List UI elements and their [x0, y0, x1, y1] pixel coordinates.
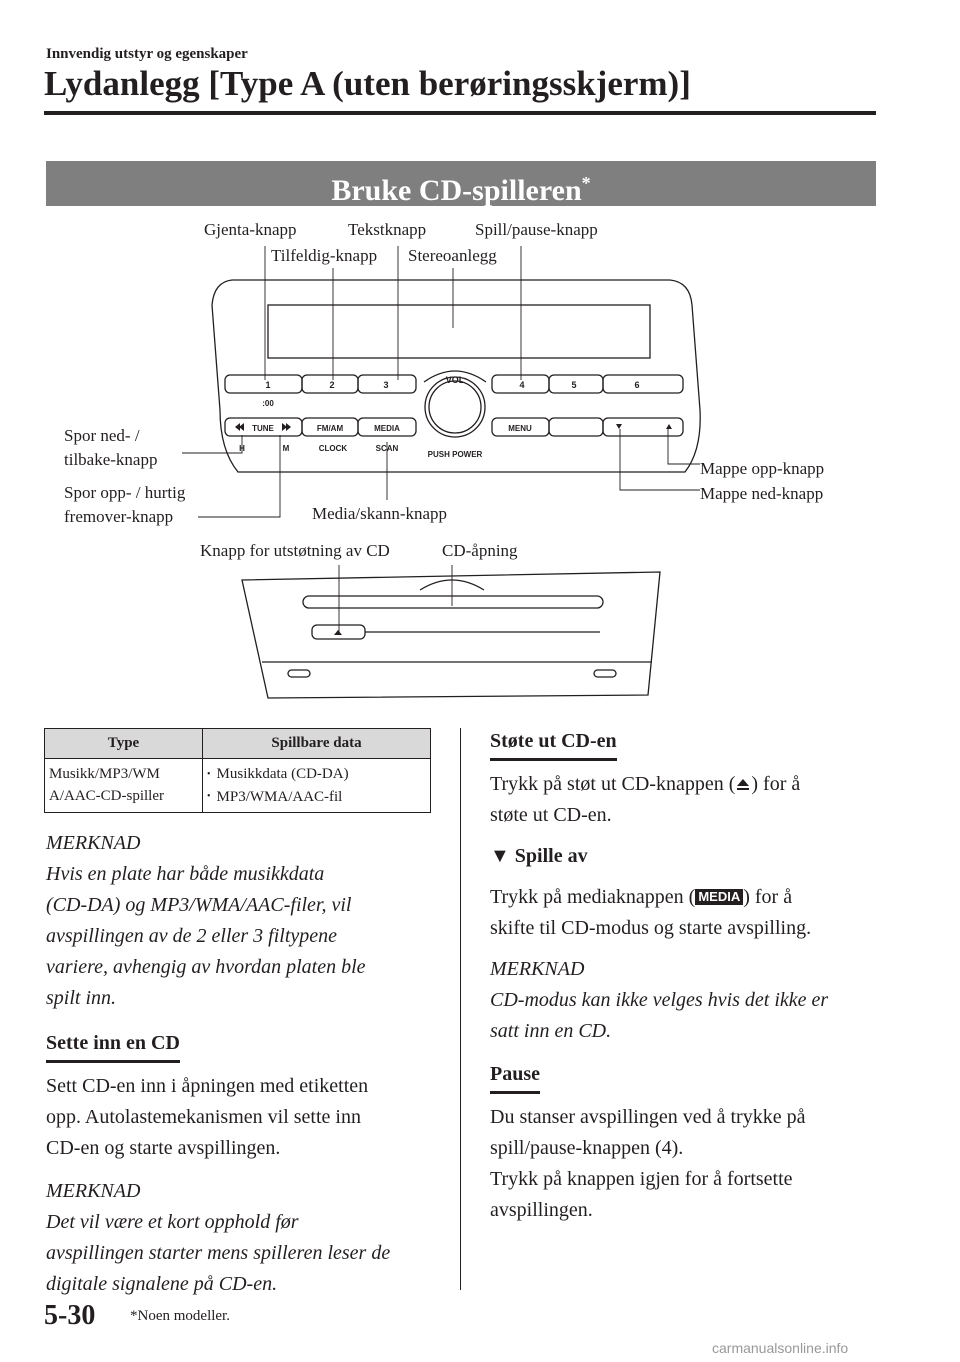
right-column — [490, 726, 910, 1226]
down-triangle-icon: ▼ — [490, 845, 510, 867]
table-header-row — [45, 729, 431, 759]
type-line: Musikk/MP3/WM — [49, 766, 160, 782]
page-title: Lydanlegg [Type A (uten berøringsskjerm)] — [44, 64, 691, 103]
type-line: A/AAC-CD-spiller — [49, 788, 164, 804]
callout-repeat: Gjenta-knapp — [204, 220, 297, 239]
note-line: spilt inn. — [46, 987, 117, 1009]
body-line: Du stanser avspillingen ved å trykke på — [490, 1106, 806, 1128]
eject-symbol-icon — [735, 776, 751, 792]
callout-play-pause: Spill/pause-knapp — [475, 220, 598, 239]
body-line: CD-en og starte avspillingen. — [46, 1137, 281, 1159]
table-cell-type — [45, 759, 203, 813]
list-item: • Musikkdata (CD-DA) — [207, 763, 426, 786]
preset-2-label: 2 — [329, 380, 335, 390]
note-heading: MERKNAD — [490, 958, 585, 980]
eject-heading: Støte ut CD-en — [490, 726, 617, 761]
breadcrumb: Innvendig utstyr og egenskaper — [46, 46, 248, 62]
note-heading: MERKNAD — [46, 832, 141, 854]
callout-text: Tekstknapp — [348, 220, 427, 239]
body-line — [490, 882, 910, 913]
note-line: variere, avhengig av hvordan platen ble — [46, 956, 366, 978]
callout-folder-down: Mappe ned-knapp — [700, 484, 824, 503]
callout-eject-button: Knapp for utstøtning av CD — [200, 541, 390, 560]
note-line: Hvis en plate har både musikkdata — [46, 863, 325, 885]
audio-unit-figure — [0, 210, 960, 720]
callout-folder-up: Mappe opp-knapp — [700, 459, 825, 478]
m-label: M — [282, 444, 290, 453]
preset-4-label: 4 — [519, 380, 525, 390]
media-button-icon: MEDIA — [695, 889, 743, 905]
tune-label: TUNE — [252, 424, 274, 433]
table-row — [45, 759, 431, 813]
playable-data-table — [44, 728, 431, 813]
callout-track-down-1: Spor ned- / — [64, 426, 140, 445]
note-line: avspillingen av de 2 eller 3 filtypene — [46, 925, 338, 947]
note-line: Det vil være et kort opphold før — [46, 1211, 299, 1233]
note-line: satt inn en CD. — [490, 1020, 612, 1042]
callout-random: Tilfeldig-knapp — [271, 246, 378, 265]
vol-label: VOL — [445, 375, 465, 385]
section-banner — [46, 161, 876, 206]
table-header: Type — [45, 729, 203, 759]
body-line: skifte til CD-modus og starte avspilling. — [490, 917, 812, 939]
callout-track-down-2: tilbake-knapp — [64, 450, 158, 469]
banner-title: Bruke CD-spilleren — [331, 174, 582, 207]
scan-label: SCAN — [375, 444, 399, 453]
h-label: H — [239, 444, 245, 453]
callout-cd-slot: CD-åpning — [442, 541, 518, 560]
media-label: MEDIA — [374, 424, 400, 433]
menu-label: MENU — [508, 424, 532, 433]
left-column — [46, 828, 446, 1300]
clock-label: CLOCK — [318, 444, 348, 453]
note-line: (CD-DA) og MP3/WMA/AAC-filer, vil — [46, 894, 352, 916]
clock-hint-label: :00 — [262, 399, 274, 408]
callout-track-up-2: fremover-knapp — [64, 507, 174, 526]
body-line: avspillingen. — [490, 1199, 593, 1221]
column-divider — [460, 728, 461, 1290]
note-line: avspillingen starter mens spilleren leser de — [46, 1242, 391, 1264]
title-rule — [44, 111, 876, 115]
folder-down-icon — [616, 424, 622, 429]
callout-track-up-1: Spor opp- / hurtig — [64, 483, 186, 502]
pause-heading: Pause — [490, 1059, 540, 1094]
note-heading: MERKNAD — [46, 1180, 141, 1202]
table-header: Spillbare data — [203, 729, 431, 759]
preset-6-label: 6 — [634, 380, 640, 390]
note-line: CD-modus kan ikke velges hvis det ikke er — [490, 989, 829, 1011]
callout-stereo: Stereoanlegg — [408, 246, 497, 265]
note-line: digitale signalene på CD-en. — [46, 1273, 278, 1295]
footnote: *Noen modeller. — [130, 1308, 230, 1324]
preset-3-label: 3 — [383, 380, 389, 390]
body-line: opp. Autolastemekanismen vil sette inn — [46, 1106, 361, 1128]
eject-icon — [334, 630, 342, 635]
banner-asterisk: * — [581, 173, 591, 193]
page-number: 5-30 — [44, 1300, 96, 1331]
body-line — [490, 769, 910, 800]
insert-heading: Sette inn en CD — [46, 1028, 180, 1063]
tune-down-icon — [235, 423, 244, 431]
preset-5-label: 5 — [571, 380, 577, 390]
callout-media-scan: Media/skann-knapp — [312, 504, 448, 523]
body-line: støte ut CD-en. — [490, 804, 612, 826]
tune-up-icon — [282, 423, 291, 431]
eject-text-pre: Trykk på støt ut CD-knappen ( — [490, 773, 736, 795]
play-heading: Spille av — [514, 845, 588, 867]
folder-up-icon — [666, 424, 672, 429]
play-subheading — [490, 841, 910, 872]
play-text-pre: Trykk på mediaknappen ( — [490, 886, 696, 908]
body-line: spill/pause-knappen (4). — [490, 1137, 684, 1159]
watermark: carmanualsonline.info — [712, 1340, 849, 1356]
list-item: • MP3/WMA/AAC-fil — [207, 786, 426, 809]
fm-am-label: FM/AM — [316, 424, 344, 433]
play-text-post: ) for å — [743, 886, 793, 908]
table-cell-data — [203, 759, 431, 813]
body-line: Sett CD-en inn i åpningen med etiketten — [46, 1075, 369, 1097]
preset-1-label: 1 — [265, 380, 271, 390]
push-power-label: PUSH POWER — [427, 450, 483, 459]
eject-text-post: ) for å — [751, 773, 801, 795]
body-line: Trykk på knappen igjen for å fortsette — [490, 1168, 793, 1190]
